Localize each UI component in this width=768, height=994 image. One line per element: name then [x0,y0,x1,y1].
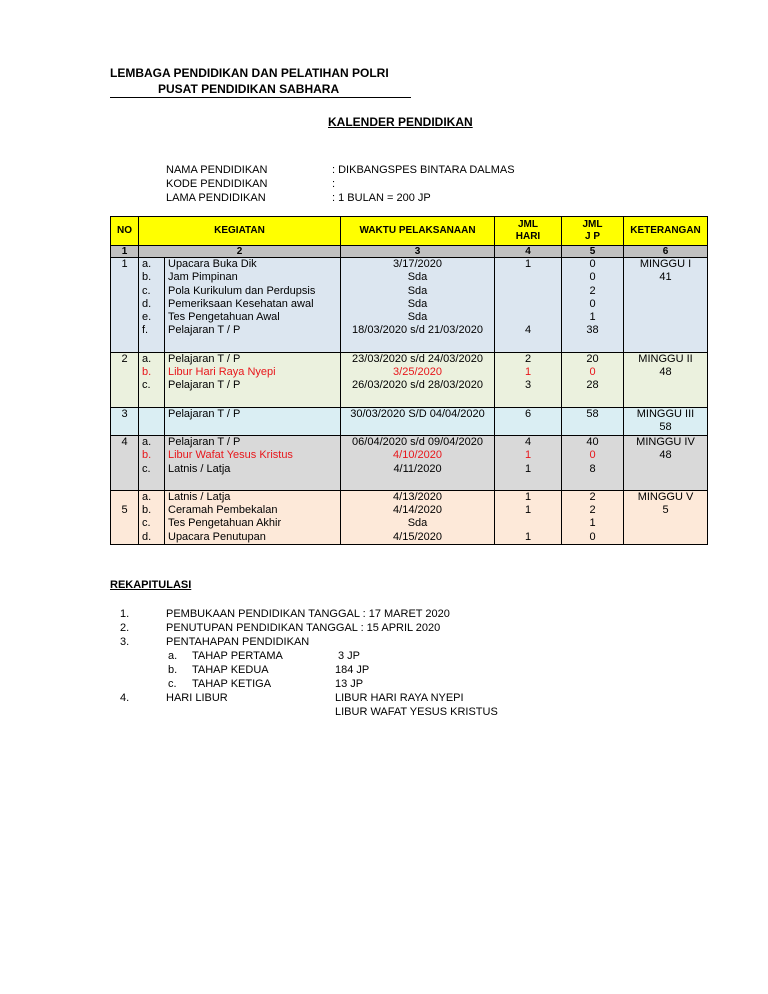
cell-kegiatan: Libur Hari Raya Nyepi [165,366,341,379]
cell-jml-jp [562,338,624,353]
table-row [111,421,708,436]
tahap-letter: c. [168,678,177,690]
cell-kegiatan: Pola Kurikulum dan Perdupsis [165,285,341,298]
cell-letter: e. [139,311,165,324]
info-label-kode: KODE PENDIDIKAN [166,178,268,190]
cell-letter: f. [139,324,165,337]
cell-no [111,531,139,545]
cell-jml-jp: 0 [562,366,624,379]
cell-letter: d. [139,298,165,311]
cell-letter: a. [139,490,165,504]
cell-jml-hari [495,476,562,491]
table-row [111,311,708,324]
cell-jml-jp: 2 [562,490,624,504]
table-row [111,449,708,462]
header-keterangan: KETERANGAN [624,217,708,246]
column-number-row [111,246,708,258]
table-row [111,324,708,337]
cell-jml-hari: 4 [495,324,562,337]
cell-jml-jp [562,393,624,408]
column-number: 3 [341,246,495,258]
table-row [111,379,708,392]
cell-keterangan: 58 [624,421,708,436]
calendar-table [110,216,708,545]
cell-kegiatan [165,393,341,408]
cell-kegiatan: Pelajaran T / P [165,407,341,421]
cell-waktu: 3/25/2020 [341,366,495,379]
cell-jml-hari [495,421,562,436]
cell-keterangan: MINGGU IV [624,435,708,449]
cell-kegiatan: Tes Pengetahuan Awal [165,311,341,324]
cell-keterangan: 5 [624,504,708,517]
cell-no [111,298,139,311]
cell-no [111,338,139,353]
cell-kegiatan [165,338,341,353]
column-number: 4 [495,246,562,258]
cell-jml-jp: 2 [562,504,624,517]
cell-letter: b. [139,449,165,462]
cell-jml-hari [495,311,562,324]
cell-jml-jp: 0 [562,258,624,272]
cell-kegiatan [165,476,341,491]
cell-no [111,476,139,491]
tahap-value: 3 JP [338,650,361,662]
tahap-letter: a. [168,650,178,662]
cell-no [111,449,139,462]
cell-waktu: Sda [341,517,495,530]
cell-no [111,285,139,298]
cell-no [111,311,139,324]
cell-waktu: Sda [341,271,495,284]
cell-kegiatan: Upacara Penutupan [165,531,341,545]
header-jml-jp [562,217,624,246]
cell-jml-jp: 0 [562,271,624,284]
cell-jml-jp: 20 [562,352,624,366]
table-row [111,298,708,311]
cell-waktu: Sda [341,311,495,324]
cell-keterangan: 48 [624,449,708,462]
cell-no [111,490,139,504]
cell-waktu: 4/13/2020 [341,490,495,504]
cell-waktu: 23/03/2020 s/d 24/03/2020 [341,352,495,366]
org-name-line2 [110,82,411,98]
cell-letter: b. [139,271,165,284]
cell-kegiatan: Pelajaran T / P [165,324,341,337]
table-row [111,285,708,298]
cell-keterangan [624,531,708,545]
table-row [111,407,708,421]
cell-waktu: 18/03/2020 s/d 21/03/2020 [341,324,495,337]
rekap-item-number: 1. [120,608,130,620]
org-name-line2-text: PUSAT PENDIDIKAN SABHARA [158,82,340,96]
info-value-lama: : 1 BULAN = 200 JP [332,192,431,204]
header-waktu: WAKTU PELAKSANAAN [341,217,495,246]
rekap-item-number: 2. [120,622,130,634]
cell-kegiatan: Jam Pimpinan [165,271,341,284]
cell-jml-hari [495,517,562,530]
info-value-nama: : DIKBANGSPES BINTARA DALMAS [332,164,515,176]
tahap-label: TAHAP KEDUA [192,664,269,676]
cell-kegiatan [165,421,341,436]
cell-kegiatan: Ceramah Pembekalan [165,504,341,517]
cell-jml-hari: 1 [495,504,562,517]
cell-waktu: 4/15/2020 [341,531,495,545]
header-no: NO [111,217,139,246]
info-value-kode: : [332,178,336,190]
org-name-line1: LEMBAGA PENDIDIKAN DAN PELATIHAN POLRI [110,66,389,80]
cell-waktu [341,338,495,353]
cell-jml-hari: 6 [495,407,562,421]
cell-no: 3 [111,407,139,421]
cell-keterangan [624,476,708,491]
cell-jml-hari: 1 [495,449,562,462]
table-row [111,490,708,504]
table-row [111,531,708,545]
table-row [111,476,708,491]
cell-no: 1 [111,258,139,272]
column-number: 1 [111,246,139,258]
tahap-label: TAHAP PERTAMA [192,650,283,662]
cell-jml-jp: 2 [562,285,624,298]
header-kegiatan: KEGIATAN [139,217,341,246]
cell-jml-jp: 1 [562,311,624,324]
cell-keterangan [624,285,708,298]
cell-waktu [341,393,495,408]
cell-waktu: Sda [341,298,495,311]
cell-jml-jp: 0 [562,531,624,545]
cell-keterangan: MINGGU II [624,352,708,366]
cell-no [111,324,139,337]
column-number: 6 [624,246,708,258]
cell-kegiatan: Pelajaran T / P [165,379,341,392]
cell-jml-jp: 1 [562,517,624,530]
cell-keterangan [624,298,708,311]
cell-jml-hari: 4 [495,435,562,449]
cell-waktu: Sda [341,285,495,298]
cell-jml-jp: 40 [562,435,624,449]
cell-jml-hari: 3 [495,379,562,392]
cell-no: 2 [111,352,139,366]
cell-letter: d. [139,531,165,545]
table-row [111,338,708,353]
cell-letter: c. [139,463,165,476]
tahap-letter: b. [168,664,178,676]
rekap-item-text: PENUTUPAN PENDIDIKAN TANGGAL : 15 APRIL 2020 [166,622,441,634]
info-label-lama: LAMA PENDIDIKAN [166,192,266,204]
cell-letter [139,393,165,408]
rekap-item-text: PEMBUKAAN PENDIDIKAN TANGGAL : 17 MARET 2020 [166,608,450,620]
cell-kegiatan: Pemeriksaan Kesehatan awal [165,298,341,311]
table-header-row [111,217,708,246]
info-label-nama: NAMA PENDIDIKAN [166,164,268,176]
cell-kegiatan: Latnis / Latja [165,463,341,476]
cell-waktu: 30/03/2020 S/D 04/04/2020 [341,407,495,421]
cell-keterangan [624,463,708,476]
table-row [111,517,708,530]
libur-item: LIBUR WAFAT YESUS KRISTUS [335,706,498,718]
cell-no: 5 [111,504,139,517]
header-jml-hari-l2: HARI [515,231,541,242]
cell-jml-hari [495,338,562,353]
table-row [111,463,708,476]
cell-jml-hari: 1 [495,531,562,545]
cell-jml-hari [495,393,562,408]
cell-jml-jp: 58 [562,407,624,421]
cell-letter: b. [139,366,165,379]
cell-no [111,393,139,408]
header-jml-jp-l1: JML [582,219,603,230]
cell-kegiatan: Pelajaran T / P [165,435,341,449]
rekap-item-number: 4. [120,692,130,704]
cell-letter [139,476,165,491]
cell-keterangan [624,379,708,392]
cell-no [111,271,139,284]
cell-jml-jp: 0 [562,449,624,462]
cell-keterangan: MINGGU V [624,490,708,504]
table-row [111,271,708,284]
cell-jml-hari: 1 [495,463,562,476]
cell-keterangan [624,324,708,337]
cell-jml-hari [495,285,562,298]
cell-keterangan [624,393,708,408]
cell-keterangan: 48 [624,366,708,379]
cell-letter [139,421,165,436]
cell-waktu [341,476,495,491]
cell-jml-jp: 38 [562,324,624,337]
cell-kegiatan: Tes Pengetahuan Akhir [165,517,341,530]
cell-letter [139,407,165,421]
cell-letter: c. [139,517,165,530]
cell-jml-jp: 0 [562,298,624,311]
cell-jml-hari: 1 [495,490,562,504]
rekap-title: REKAPITULASI [110,579,192,591]
table-row [111,366,708,379]
cell-letter: b. [139,504,165,517]
cell-kegiatan: Upacara Buka Dik [165,258,341,272]
cell-waktu: 26/03/2020 s/d 28/03/2020 [341,379,495,392]
cell-waktu [341,421,495,436]
cell-waktu: 06/04/2020 s/d 09/04/2020 [341,435,495,449]
cell-letter: a. [139,352,165,366]
cell-keterangan [624,338,708,353]
header-jml-hari [495,217,562,246]
cell-keterangan: MINGGU I [624,258,708,272]
cell-no [111,517,139,530]
header-jml-hari-l1: JML [518,219,538,230]
column-number: 5 [562,246,624,258]
cell-no [111,421,139,436]
rekap-item-number: 3. [120,636,130,648]
cell-letter [139,338,165,353]
cell-jml-jp [562,421,624,436]
cell-jml-hari [495,271,562,284]
cell-jml-hari: 2 [495,352,562,366]
header-jml-jp-l2: J P [584,231,600,242]
cell-waktu: 3/17/2020 [341,258,495,272]
cell-waktu: 4/14/2020 [341,504,495,517]
rekap-item-text: HARI LIBUR [166,692,228,704]
cell-keterangan [624,311,708,324]
tahap-value: 13 JP [335,678,364,690]
column-number: 2 [139,246,341,258]
cell-letter: c. [139,285,165,298]
cell-jml-jp: 28 [562,379,624,392]
table-row [111,352,708,366]
cell-no: 4 [111,435,139,449]
cell-kegiatan: Pelajaran T / P [165,352,341,366]
cell-jml-hari: 1 [495,366,562,379]
cell-keterangan [624,517,708,530]
tahap-value: 184 JP [335,664,370,676]
cell-jml-jp [562,476,624,491]
cell-jml-hari [495,298,562,311]
cell-letter: a. [139,435,165,449]
table-row [111,435,708,449]
cell-letter: c. [139,379,165,392]
cell-jml-hari: 1 [495,258,562,272]
table-row [111,258,708,272]
cell-no [111,463,139,476]
cell-no [111,379,139,392]
cell-waktu: 4/10/2020 [341,449,495,462]
cell-letter: a. [139,258,165,272]
cell-keterangan: MINGGU III [624,407,708,421]
table-row [111,504,708,517]
tahap-label: TAHAP KETIGA [192,678,272,690]
cell-no [111,366,139,379]
rekap-item-text: PENTAHAPAN PENDIDIKAN [166,636,310,648]
libur-item: LIBUR HARI RAYA NYEPI [335,692,464,704]
cell-waktu: 4/11/2020 [341,463,495,476]
cell-keterangan: 41 [624,271,708,284]
table-row [111,393,708,408]
cell-jml-jp: 8 [562,463,624,476]
document-title: KALENDER PENDIDIKAN [328,115,473,129]
cell-kegiatan: Latnis / Latja [165,490,341,504]
cell-kegiatan: Libur Wafat Yesus Kristus [165,449,341,462]
